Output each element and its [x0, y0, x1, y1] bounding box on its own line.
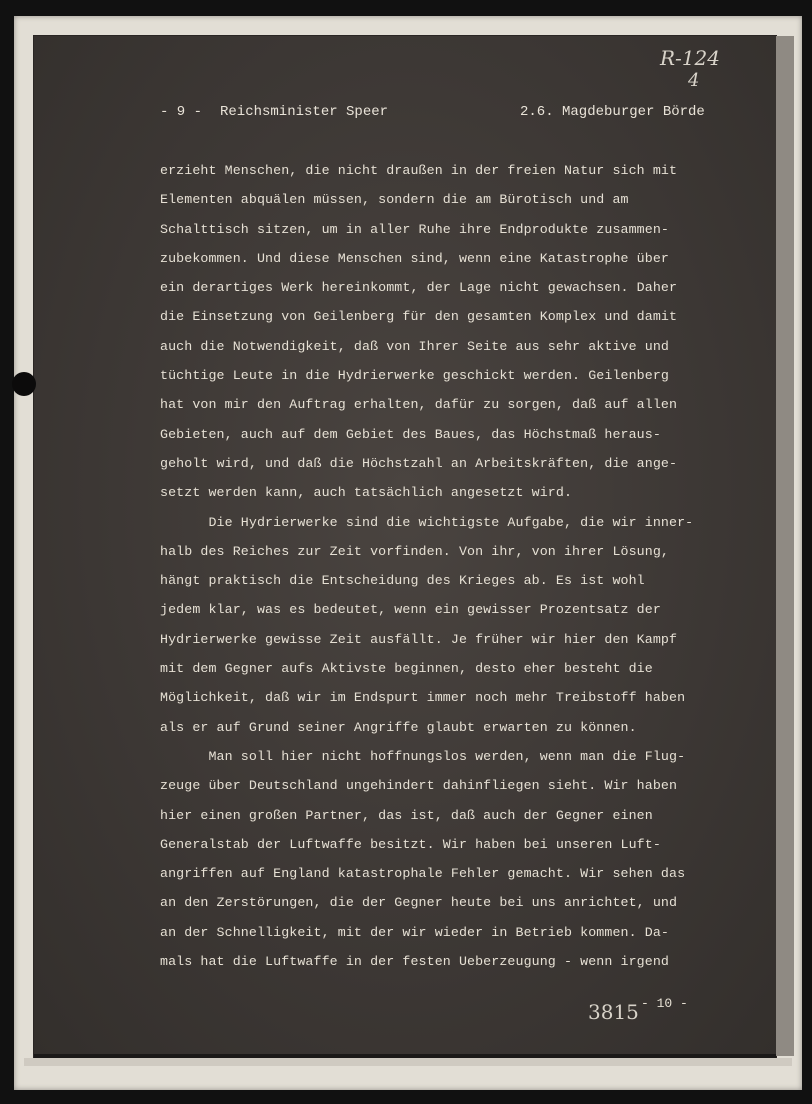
body-line: Generalstab der Luftwaffe besitzt. Wir haben bei unseren Luft-	[160, 836, 661, 852]
handwritten-stamp-number: 3815	[588, 1000, 639, 1024]
body-line: tüchtige Leute in die Hydrierwerke geschickt werden. Geilenberg	[160, 368, 670, 384]
body-line: zubekommen. Und diese Menschen sind, wenn eine Katastrophe über	[160, 250, 670, 266]
body-line: mit dem Gegner aufs Aktivste beginnen, desto eher besteht die	[160, 661, 653, 677]
handwritten-reference-sub: 4	[688, 70, 700, 91]
body-line: Die Hydrierwerke sind die wichtigste Aufgabe, die wir inner-	[160, 514, 694, 530]
page-edge-strip	[776, 36, 794, 1056]
page-bottom-strip	[24, 1058, 792, 1066]
next-page-marker: - 10 -	[641, 996, 688, 1011]
body-line: Man soll hier nicht hoffnungslos werden, wenn man die Flug-	[160, 748, 686, 764]
body-line: die Einsetzung von Geilenberg für den gesamten Komplex und damit	[160, 309, 678, 325]
body-line: ein derartiges Werk hereinkommt, der Lage nicht gewachsen. Daher	[160, 280, 678, 296]
date-place-heading: 2.6. Magdeburger Börde	[520, 104, 705, 120]
body-line: jedem klar, was es bedeutet, wenn ein gewisser Prozentsatz der	[160, 602, 661, 618]
body-line: hängt praktisch die Entscheidung des Krieges ab. Es ist wohl	[160, 573, 645, 589]
body-line: auch die Notwendigkeit, daß von Ihrer Seite aus sehr aktive und	[160, 338, 670, 354]
body-line: an den Zerstörungen, die der Gegner heute bei uns anrichtet, und	[160, 895, 678, 911]
speaker-heading: Reichsminister Speer	[220, 104, 389, 120]
body-line: als er auf Grund seiner Angriffe glaubt erwarten zu können.	[160, 719, 637, 735]
body-line: an der Schnelligkeit, mit der wir wieder in Betrieb kommen. Da-	[160, 924, 670, 940]
body-line: zeuge über Deutschland ungehindert dahinfliegen sieht. Wir haben	[160, 778, 678, 794]
page-number: - 9 -	[160, 104, 203, 120]
punch-hole	[12, 372, 36, 396]
body-line: setzt werden kann, auch tatsächlich angesetzt wird.	[160, 485, 573, 501]
body-line: Schalttisch sitzen, um in aller Ruhe ihre Endprodukte zusammen-	[160, 221, 670, 237]
body-line: Elementen abquälen müssen, sondern die am Bürotisch und am	[160, 192, 629, 208]
body-line: Gebieten, auch auf dem Gebiet des Baues, das Höchstmaß heraus-	[160, 426, 661, 442]
body-line: erzieht Menschen, die nicht draußen in der freien Natur sich mit	[160, 163, 678, 178]
body-line: angriffen auf England katastrophale Fehler gemacht. Wir sehen das	[160, 866, 686, 882]
body-line: hat von mir den Auftrag erhalten, dafür zu sorgen, daß auf allen	[160, 397, 678, 413]
body-line: Möglichkeit, daß wir im Endspurt immer noch mehr Treibstoff haben	[160, 690, 686, 706]
body-line: hier einen großen Partner, das ist, daß auch der Gegner einen	[160, 807, 653, 823]
body-line: halb des Reiches zur Zeit vorfinden. Von ihr, von ihrer Lösung,	[160, 543, 670, 559]
handwritten-reference: R-124	[660, 46, 720, 70]
body-line: mals hat die Luftwaffe in der festen Ueberzeugung - wenn irgend	[160, 954, 670, 970]
typed-body-text	[160, 156, 740, 976]
body-line: geholt wird, und daß die Höchstzahl an Arbeitskräften, die ange-	[160, 455, 678, 471]
body-line: Hydrierwerke gewisse Zeit ausfällt. Je früher wir hier den Kampf	[160, 631, 678, 647]
